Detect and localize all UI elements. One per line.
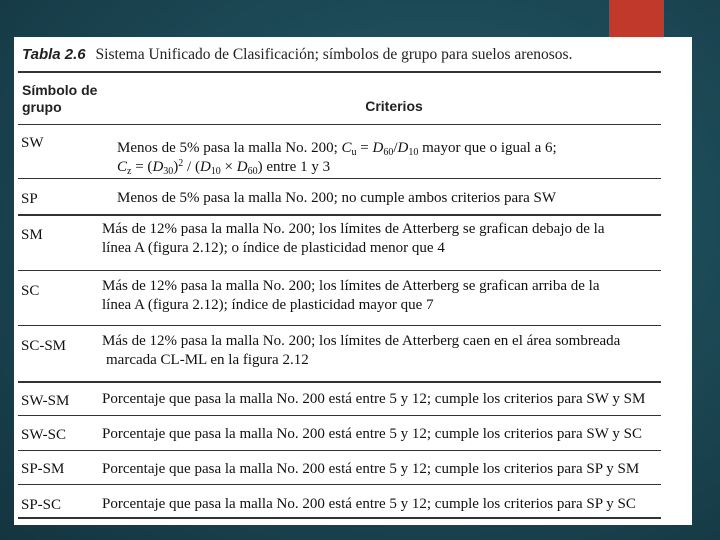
criteria-line1: Más de 12% pasa la malla No. 200; los límites de Atterberg se grafican arriba de la	[102, 278, 600, 294]
row-rule	[18, 415, 661, 416]
row-symbol: SM	[21, 227, 43, 243]
criteria-line1: Menos de 5% pasa la malla No. 200; $C_u = D_{60}/D_{10}$ mayor que o igual a 6;	[117, 140, 557, 158]
header-symbol-line1: Símbolo de	[22, 82, 98, 98]
accent-bar	[609, 0, 664, 38]
header-rule	[18, 124, 661, 125]
row-criteria: Porcentaje que pasa la malla No. 200 está entre 5 y 12; cumple los criterios para SW y SC	[102, 426, 642, 442]
row-symbol: SP-SM	[21, 461, 65, 477]
row-rule	[18, 214, 661, 216]
criteria-line1: Más de 12% pasa la malla No. 200; los límites de Atterberg caen en el área sombreada	[102, 333, 621, 349]
criteria-line2: $C_z = (D_{30})^2 / (D_{10} \times D_{60})$ entre 1 y 3	[117, 158, 331, 177]
criteria-text: entre 1 y 3	[266, 159, 331, 175]
row-rule	[18, 450, 661, 451]
table-number: Tabla 2.6	[22, 46, 86, 63]
row-criteria: Menos de 5% pasa la malla No. 200; no cumple ambos criterios para SW	[117, 190, 557, 206]
row-criteria: Porcentaje que pasa la malla No. 200 está entre 5 y 12; cumple los criterios para SP y SC	[102, 496, 636, 512]
table-title: Sistema Unificado de Clasificación; símbolos de grupo para suelos arenosos.	[95, 46, 573, 63]
row-symbol: SP-SC	[21, 497, 62, 513]
header-criteria: Criterios	[365, 98, 423, 114]
table-caption	[22, 46, 682, 64]
row-rule	[18, 178, 661, 179]
criteria-text: mayor que o igual a 6;	[422, 140, 557, 156]
row-criteria	[102, 220, 684, 258]
row-rule	[18, 381, 661, 383]
row-symbol: SW-SM	[21, 393, 70, 409]
row-criteria: Porcentaje que pasa la malla No. 200 está entre 5 y 12; cumple los criterios para SP y SM	[102, 461, 640, 477]
row-symbol: SC-SM	[21, 338, 67, 354]
row-symbol: SC	[21, 283, 40, 299]
row-symbol: SW-SC	[21, 427, 67, 443]
document-page	[14, 37, 692, 525]
top-rule	[18, 71, 661, 73]
row-criteria	[102, 332, 684, 370]
row-criteria	[102, 277, 684, 315]
row-rule	[18, 325, 661, 326]
row-criteria: Porcentaje que pasa la malla No. 200 está entre 5 y 12; cumple los criterios para SW y SM	[102, 391, 646, 407]
header-symbol-line2: grupo	[22, 99, 62, 115]
criteria-line2: marcada CL-ML en la figura 2.12	[106, 352, 309, 368]
criteria-line2: línea A (figura 2.12); o índice de plasticidad menor que 4	[102, 240, 445, 256]
criteria-text: Menos de 5% pasa la malla No. 200;	[117, 140, 338, 156]
row-rule	[18, 270, 661, 271]
row-rule	[18, 484, 661, 485]
criteria-line1: Más de 12% pasa la malla No. 200; los límites de Atterberg se grafican debajo de la	[102, 221, 605, 237]
criteria-line2: línea A (figura 2.12); índice de plasticidad mayor que 7	[102, 297, 434, 313]
header-symbol	[22, 82, 112, 116]
row-symbol: SP	[21, 191, 38, 207]
row-criteria	[117, 139, 699, 177]
bottom-rule	[18, 517, 661, 519]
row-symbol: SW	[21, 135, 44, 151]
